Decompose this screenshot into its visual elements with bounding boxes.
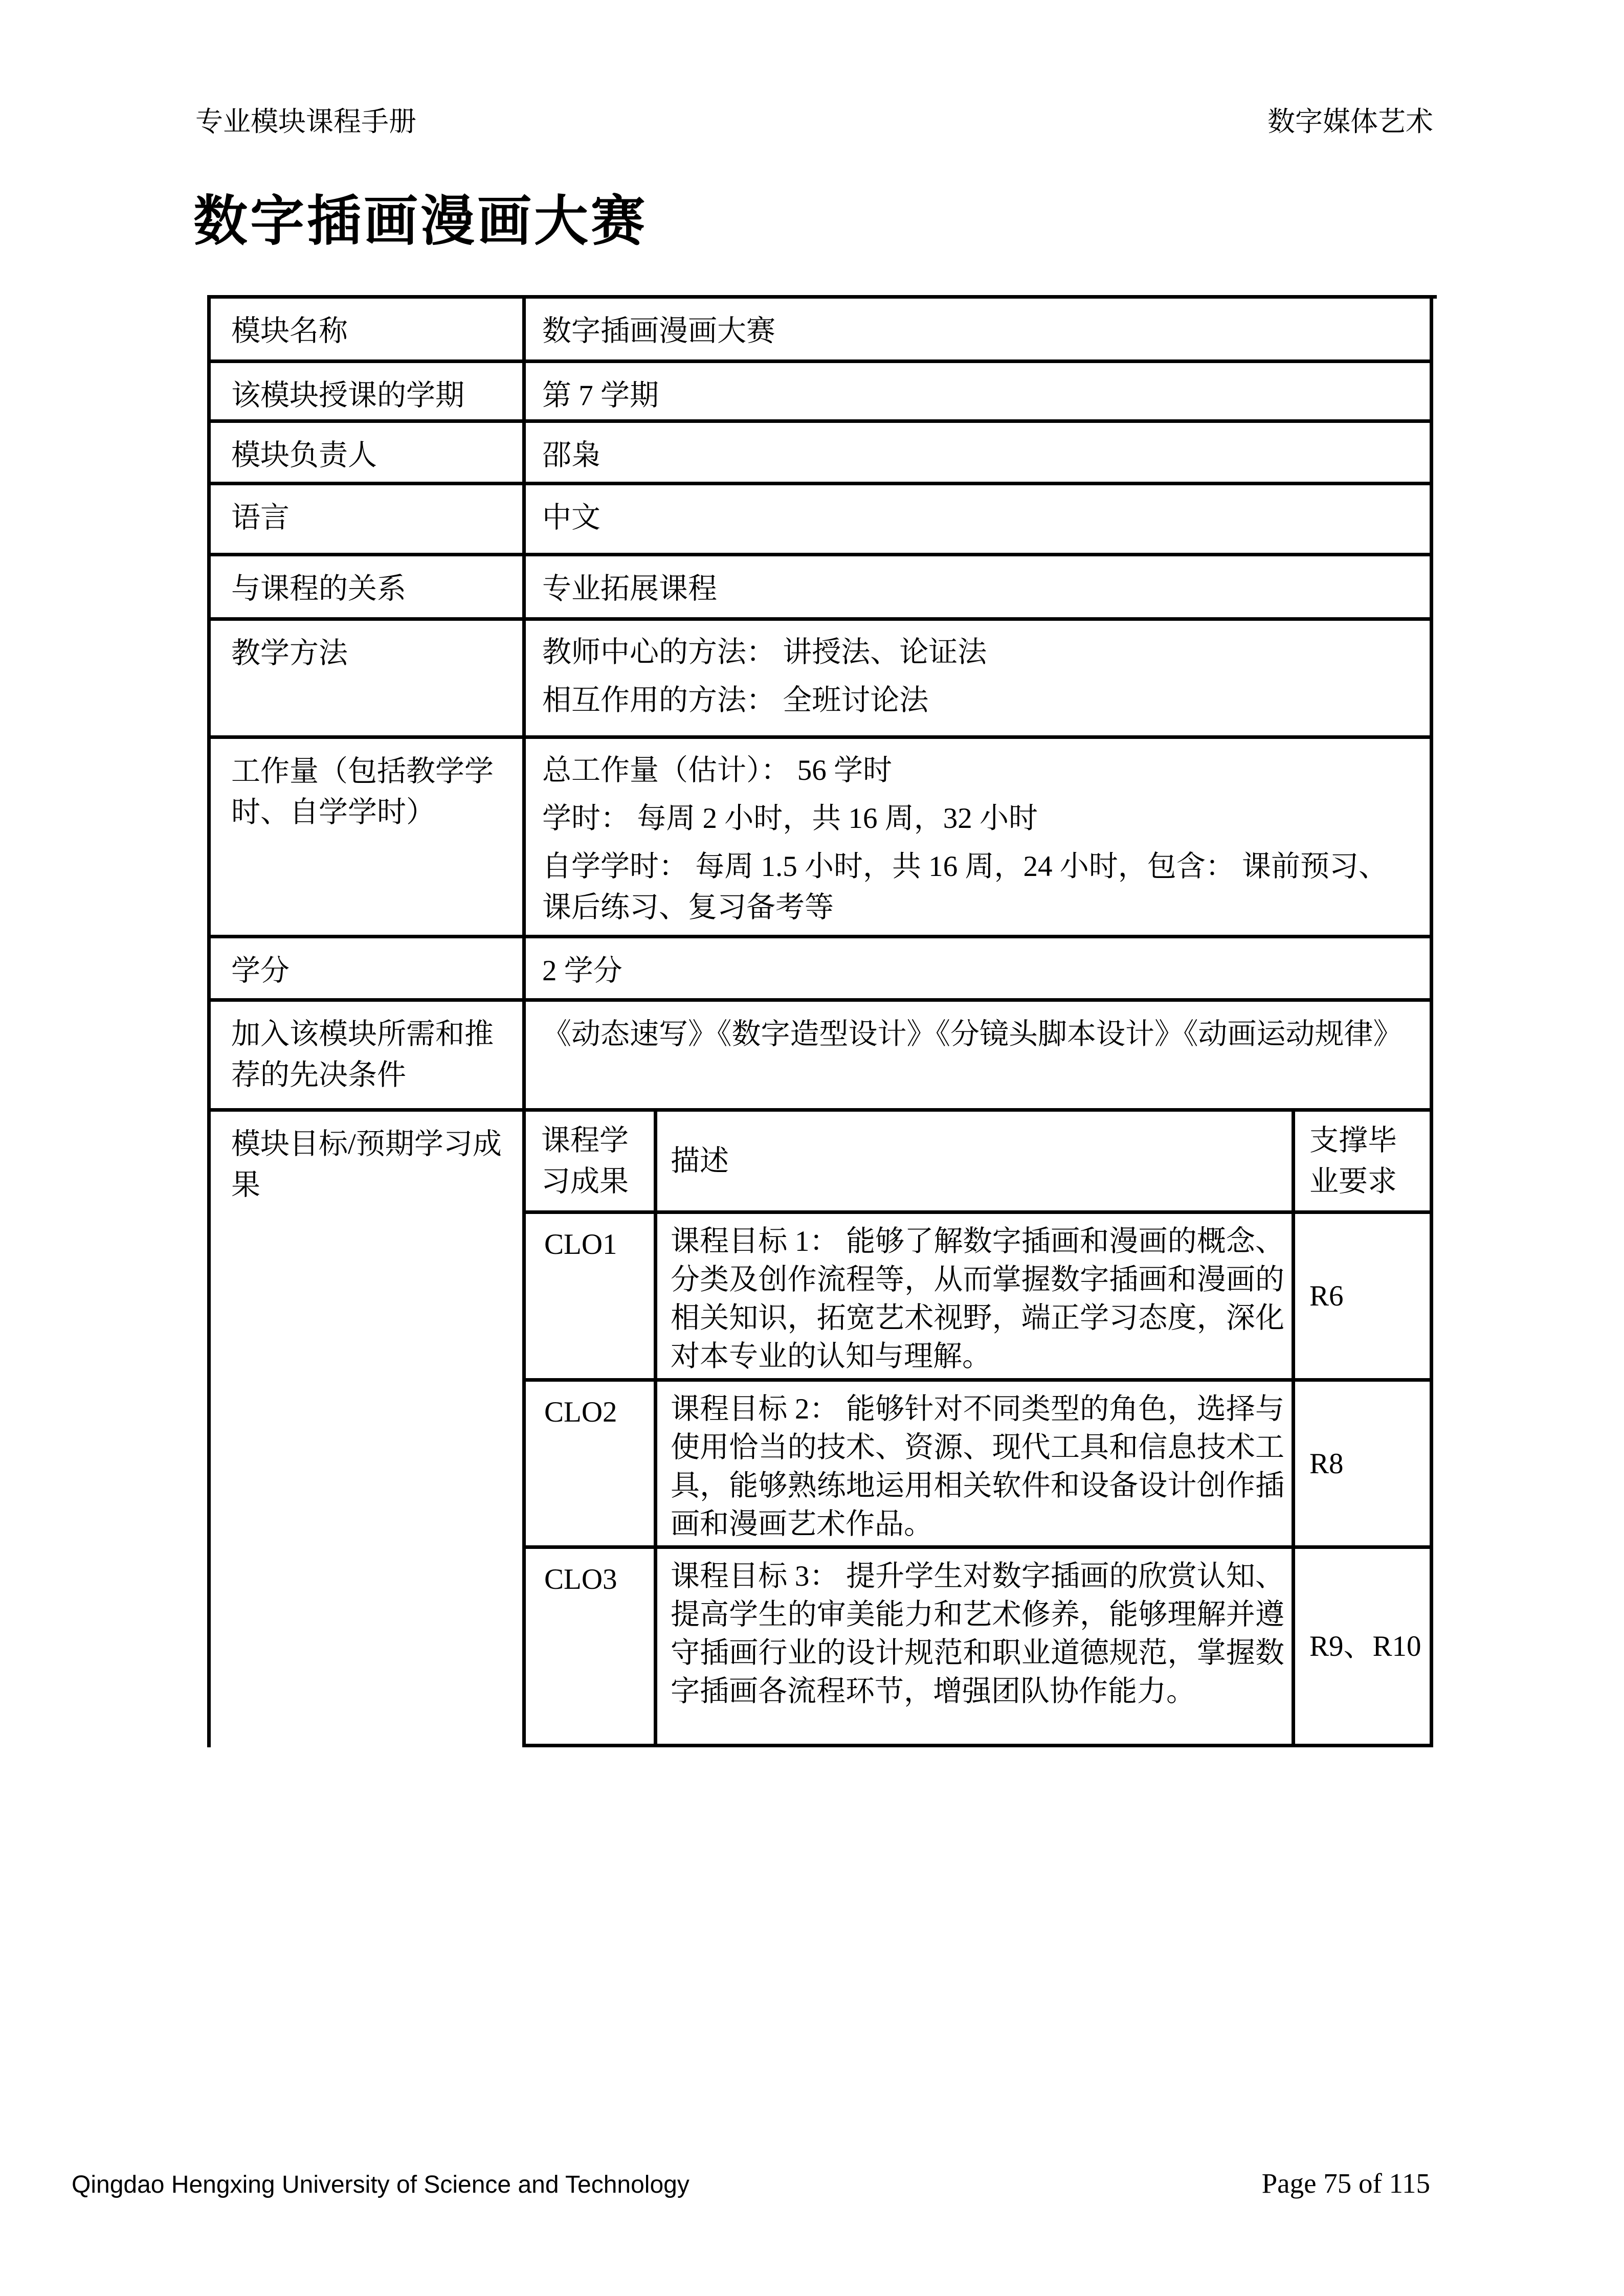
row-label: 加入该模块所需和推荐的先决条件 (211, 1002, 526, 1112)
row-value: 专业拓展课程 (526, 556, 1433, 621)
table-row-module-objectives (211, 1112, 1437, 1747)
outcomes-header-desc (657, 1112, 1295, 1214)
outcomes-row-clo2 (526, 1382, 1430, 1549)
row-label: 模块名称 (211, 299, 526, 363)
table-row-workload (211, 739, 1437, 938)
clo-support-cell (1295, 1549, 1430, 1747)
outcomes-row-clo1 (526, 1214, 1430, 1382)
row-label: 工作量（包括教学学时、自学学时） (211, 739, 526, 938)
table-row-language (211, 485, 1437, 556)
header-right-text: 数字媒体艺术 (1267, 106, 1433, 137)
workload-paragraph: 学时： 每周 2 小时，共 16 周，32 小时 (542, 802, 1038, 835)
row-value (526, 739, 1433, 938)
workload-paragraph: 总工作量（估计）： 56 学时 (542, 754, 892, 786)
row-label: 模块负责人 (211, 423, 526, 485)
table-row-prerequisites (211, 1002, 1437, 1112)
row-value: 中文 (526, 485, 1433, 556)
row-value: 邵枭 (526, 423, 1433, 485)
outcomes-header-row (526, 1112, 1430, 1214)
row-label: 与课程的关系 (211, 556, 526, 621)
footer-university-text: Qingdao Hengxing University of Science and Technology (72, 2171, 689, 2198)
clo-support-cell (1295, 1382, 1430, 1549)
row-label: 学分 (211, 938, 526, 1002)
outcomes-header-support (1295, 1112, 1430, 1214)
row-value: 2 学分 (526, 938, 1433, 1002)
workload-paragraph: 自学学时： 每周 1.5 小时，共 16 周，24 小时，包含： 课前预习、课后练习、复习备考等 (542, 850, 1388, 924)
module-table (207, 295, 1437, 1747)
row-label: 教学方法 (211, 621, 526, 739)
row-label: 该模块授课的学期 (211, 363, 526, 423)
page-footer (72, 2167, 1430, 2199)
row-value: 《动态速写》《数字造型设计》《分镜头脚本设计》《动画运动规律》 (526, 1002, 1433, 1112)
row-value: 第 7 学期 (526, 363, 1433, 423)
table-row-credits (211, 938, 1437, 1002)
outcomes-table (526, 1112, 1433, 1747)
table-row-module-leader (211, 423, 1437, 485)
clo-id-cell: CLO1 (526, 1214, 657, 1382)
teaching-method-paragraph: 教师中心的方法： 讲授法、论证法 (542, 636, 987, 668)
table-row-semester (211, 363, 1437, 423)
clo-desc-cell: 课程目标 3： 提升学生对数字插画的欣赏认知、提高学生的审美能力和艺术修养，能够理解并遵守插画行业的设计规范和职业道德规范，掌握数字插画各流程环节，增强团队协作能力。 (657, 1549, 1295, 1747)
page-header (195, 105, 1433, 139)
clo-support-text: R9、R10 (1309, 1630, 1421, 1662)
clo-id-cell: CLO2 (526, 1382, 657, 1549)
clo-desc-cell: 课程目标 1： 能够了解数字插画和漫画的概念、分类及创作流程等，从而掌握数字插画和漫画的相关知识，拓宽艺术视野，端正学习态度，深化对本专业的认知与理解。 (657, 1214, 1295, 1382)
outcomes-header-support-text: 支撑毕业要求 (1309, 1124, 1397, 1198)
clo-support-text: R8 (1309, 1447, 1344, 1480)
outcomes-header-clo-text: 课程学习成果 (541, 1124, 629, 1198)
clo-desc-cell: 课程目标 2： 能够针对不同类型的角色，选择与使用恰当的技术、资源、现代工具和信息技术工具，能够熟练地运用相关软件和设备设计创作插画和漫画艺术作品。 (657, 1382, 1295, 1549)
row-value: 数字插画漫画大赛 (526, 299, 1433, 363)
teaching-method-paragraph: 相互作用的方法： 全班讨论法 (542, 684, 929, 716)
clo-id-cell: CLO3 (526, 1549, 657, 1747)
outcomes-header-desc-text: 描述 (671, 1144, 729, 1177)
outcomes-row-clo3 (526, 1549, 1430, 1747)
row-label: 模块目标/预期学习成果 (211, 1112, 526, 1747)
footer-page-number: Page 75 of 115 (1261, 2168, 1430, 2199)
header-left-text: 专业模块课程手册 (195, 106, 416, 137)
table-row-module-name (211, 299, 1437, 363)
clo-support-text: R6 (1309, 1280, 1344, 1312)
doc-title: 数字插画漫画大赛 (193, 191, 648, 252)
clo-support-cell (1295, 1214, 1430, 1382)
table-row-curriculum-relation (211, 556, 1437, 621)
row-label: 语言 (211, 485, 526, 556)
row-value (526, 621, 1433, 739)
outcomes-header-clo (526, 1112, 657, 1214)
table-row-teaching-methods (211, 621, 1437, 739)
